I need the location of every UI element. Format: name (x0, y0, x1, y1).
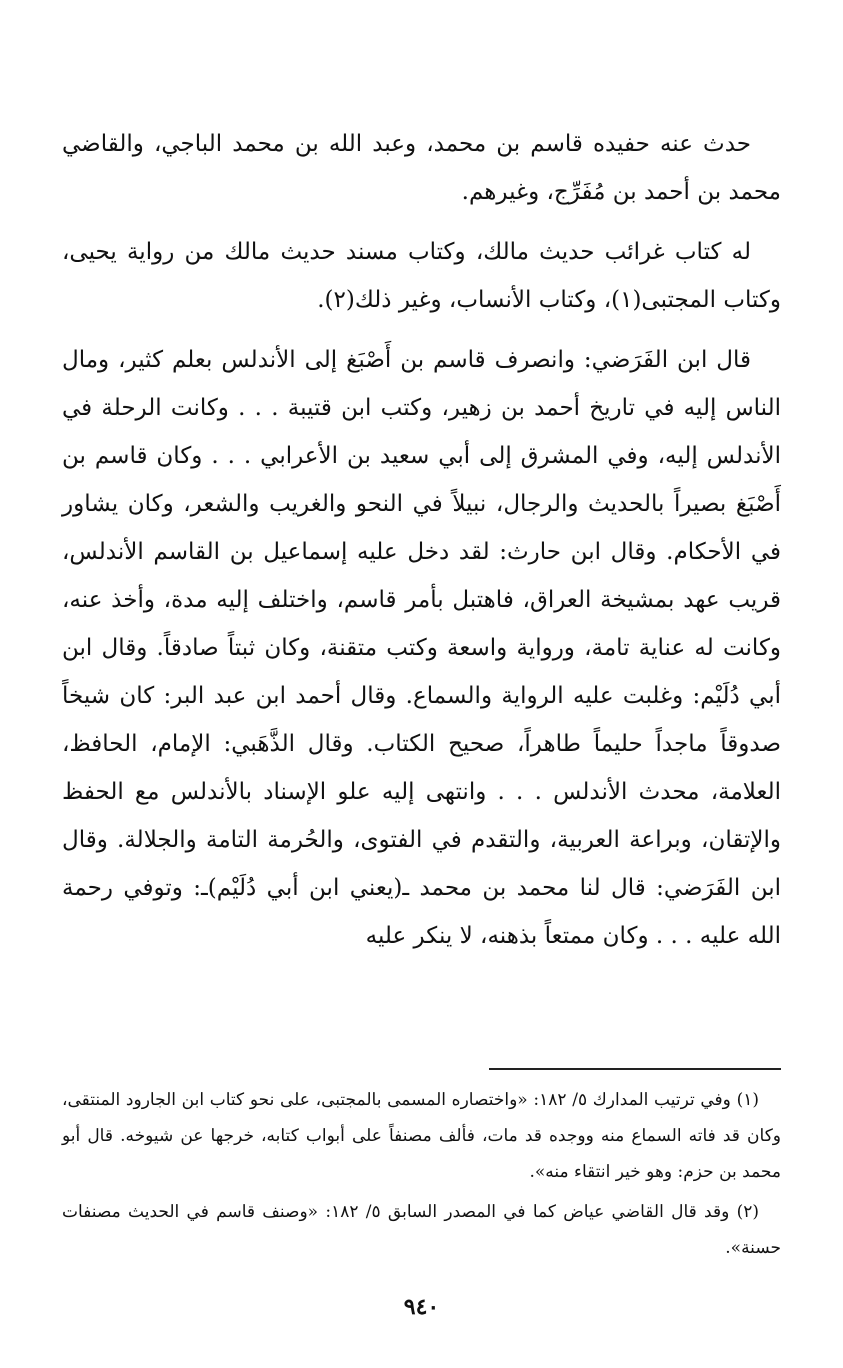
main-text (62, 120, 781, 960)
page-number: ٩٤٠ (403, 1294, 440, 1320)
paragraph-students: حدث عنه حفيده قاسم بن محمد، وعبد الله بن محمد الباجي، والقاضي محمد بن أحمد بن مُفَرِّج، وغيرهم. (62, 131, 781, 205)
footnote-1: (١) وفي ترتيب المدارك ٥/ ١٨٢: «واختصاره المسمى بالمجتبى، على نحو كتاب ابن الجارود المنتقى، وكان قد فاته السماع منه ووجده قد مات، فألف مصنفاً على أبواب كتابه، خرجها عن شيوخه. قال أبو محمد بن حزم: وهو خير انتقاء منه». (62, 1090, 781, 1182)
paragraph-works: له كتاب غرائب حديث مالك، وكتاب مسند حديث مالك من رواية يحيى، وكتاب المجتبى(١)، وكتاب الأنساب، وغير ذلك(٢). (62, 239, 781, 313)
footnotes (62, 1082, 781, 1266)
book-page (62, 120, 781, 1350)
paragraph-biography: قال ابن الفَرَضي: وانصرف قاسم بن أَصْبَغ إلى الأندلس بعلم كثير، ومال الناس إليه في تاريخ أحمد بن زهير، وكتب ابن قتيبة . . . وكانت الرحلة في الأندلس إليه، وفي المشرق إلى أبي سعيد بن الأعرابي . . . وكان قاسم بن أَصْبَغ بصيراً بالحديث والرجال، نبيلاً في النحو والغريب والشعر، وكان يشاور في الأحكام. وقال ابن حارث: لقد دخل عليه إسماعيل بن القاسم الأندلس، قريب عهد بمشيخة العراق، فاهتبل بأمر قاسم، واختلف إليه مدة، وأخذ عنه، وكانت له عناية تامة، ورواية واسعة وكتب متقنة، وكان ثبتاً صادقاً. وقال ابن أبي دُلَيْم: وغلبت عليه الرواية والسماع. وقال أحمد ابن عبد البر: كان شيخاً صدوقاً ماجداً حليماً طاهراً، صحيح الكتاب. وقال الذَّهَبي: الإمام، الحافظ، العلامة، محدث الأندلس . . . وانتهى إليه علو الإسناد بالأندلس مع الحفظ والإتقان، وبراعة العربية، والتقدم في الفتوى، والحُرمة التامة والجلالة. وقال ابن الفَرَضي: قال لنا محمد بن محمد ـ(يعني ابن أبي دُلَيْم)ـ: وتوفي رحمة الله عليه . . . وكان ممتعاً بذهنه، لا ينكر عليه (62, 347, 781, 949)
footnote-2: (٢) وقد قال القاضي عياض كما في المصدر السابق ٥/ ١٨٢: «وصنف قاسم في الحديث مصنفات حسنة». (62, 1202, 781, 1258)
footnote-divider (489, 1068, 781, 1070)
